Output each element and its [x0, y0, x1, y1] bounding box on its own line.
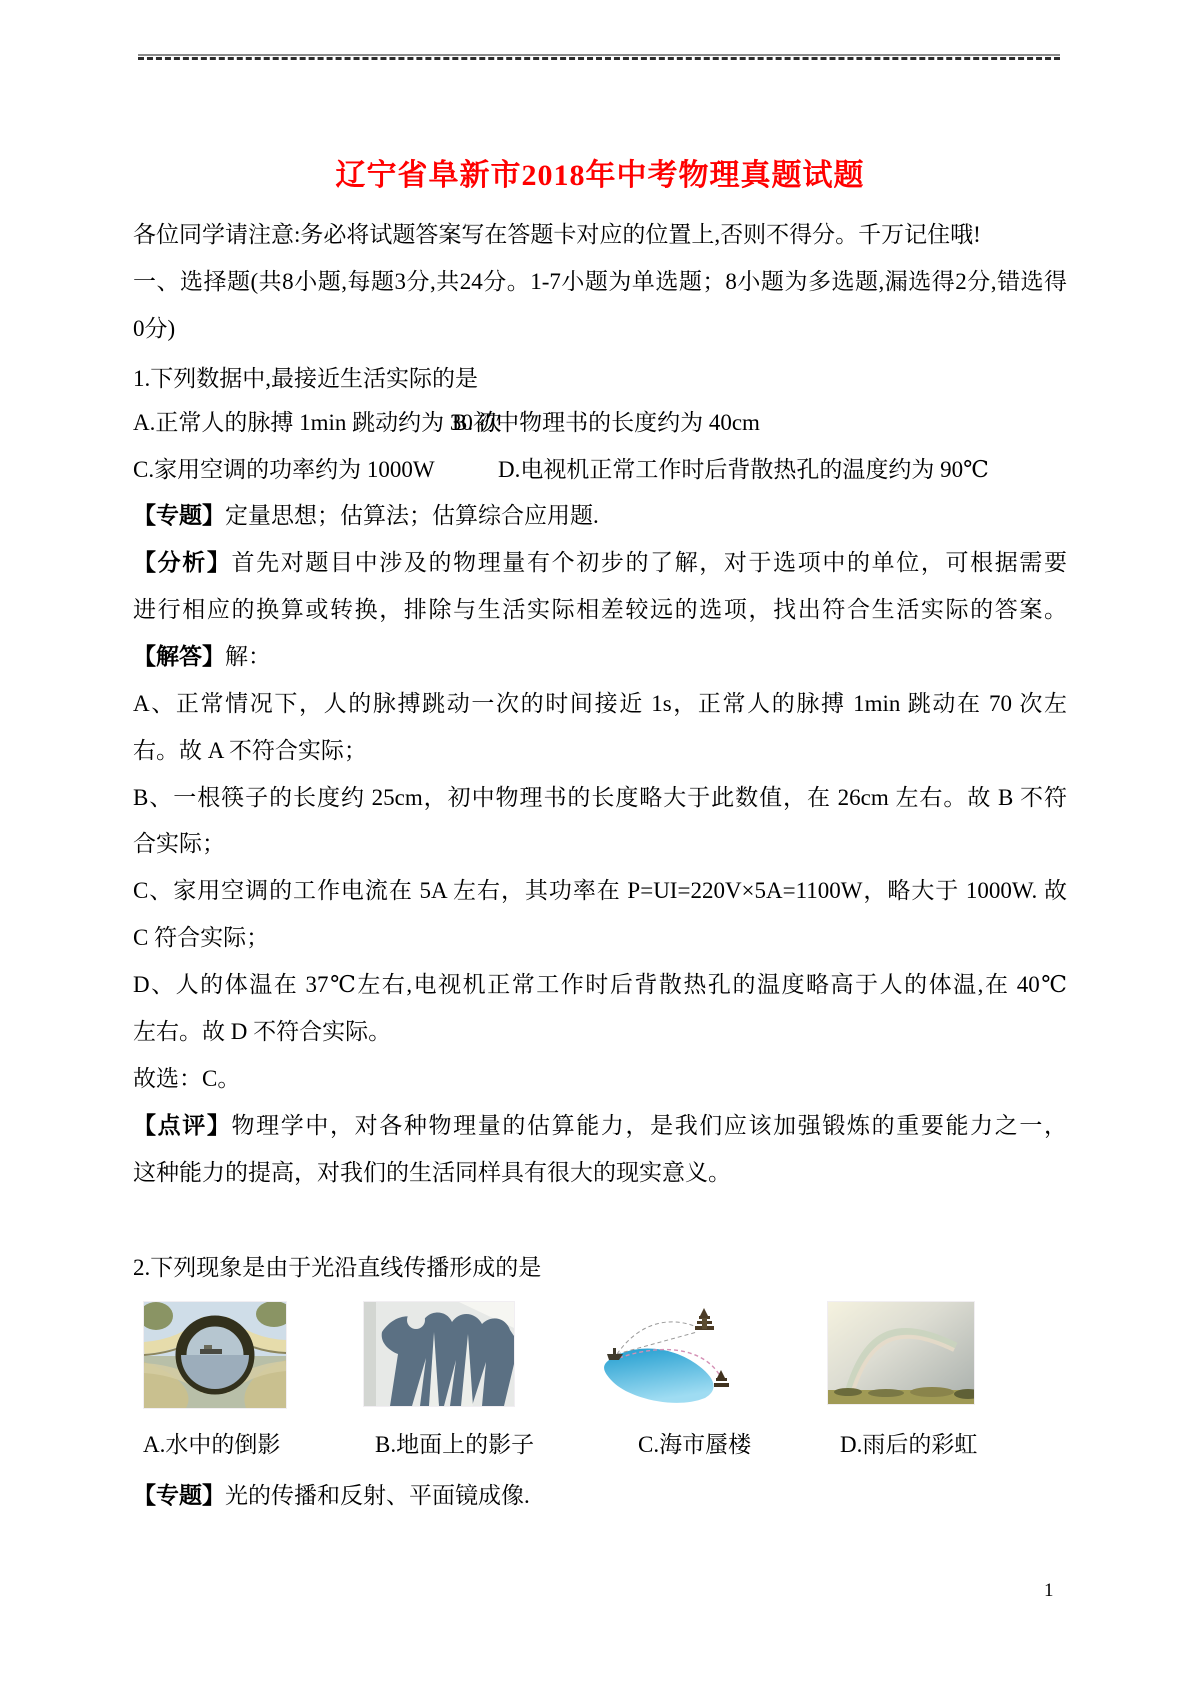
q1-answer-b-line2: 合实际； — [133, 831, 225, 856]
mirage-illustration — [601, 1302, 754, 1409]
q1-analysis-line2: 进行相应的换算或转换，排除与生活实际相差较远的选项，找出符合生活实际的答案。 — [133, 597, 1067, 622]
q2-topic-line — [133, 1481, 1067, 1511]
q1-answer-a-line2: 右。故 A 不符合实际； — [133, 738, 367, 763]
page-title: 辽宁省阜新市2018年中考物理真题试题 — [335, 159, 865, 192]
q1-option-c: C.家用空调的功率约为 1000W — [133, 457, 435, 482]
q1-stem: 1.下列数据中,最接近生活实际的是 — [133, 366, 478, 391]
q1-conclusion: 故选：C。 — [133, 1066, 241, 1091]
section-heading-line2: 0分) — [133, 316, 176, 341]
q2-image-rainbow — [827, 1301, 975, 1405]
q2-option-c-label: C.海市蜃楼 — [638, 1432, 752, 1457]
q2-option-d-label: D.雨后的彩虹 — [840, 1432, 978, 1457]
q1-answer-b-line1: B、一根筷子的长度约 25cm，初中物理书的长度略大于此数值，在 26cm 左右。故 B 不符 — [133, 785, 1067, 810]
q2-image-ground-shadows — [363, 1301, 515, 1407]
q1-answer-c-line2: C 符合实际； — [133, 925, 270, 950]
comment-text: 物理学中，对各种物理量的估算能力，是我们应该加强锻炼的重要能力之一， — [231, 1113, 1068, 1138]
answer-label: 【解答】 — [133, 644, 225, 669]
q1-comment-line2: 这种能力的提高，对我们的生活同样具有很大的现实意义。 — [133, 1160, 731, 1185]
section-heading-line1: 一、选择题(共8小题,每题3分,共24分。1-7小题为单选题；8小题为多选题,漏选得2分,错选得 — [133, 269, 1067, 294]
q1-option-b: B.初中物理书的长度约为 40cm — [452, 410, 760, 435]
q1-answer-intro — [133, 642, 1067, 672]
q2-image-mirage — [600, 1301, 755, 1410]
page-number: 1 — [1044, 1580, 1054, 1601]
q2-topic-text: 光的传播和反射、平面镜成像. — [225, 1483, 530, 1508]
q2-option-b-label: B.地面上的影子 — [375, 1432, 535, 1457]
q2-option-a-label: A.水中的倒影 — [143, 1432, 281, 1457]
q1-option-d: D.电视机正常工作时后背散热孔的温度约为 90℃ — [498, 457, 989, 482]
q1-topic-line — [133, 501, 1067, 531]
analysis-text: 首先对题目中涉及的物理量有个初步的了解，对于选项中的单位，可根据需要 — [231, 550, 1068, 575]
q1-answer-c-line1: C、家用空调的工作电流在 5A 左右，其功率在 P=UI=220V×5A=1100W，略大于 1000W. 故 — [133, 878, 1067, 903]
shadows-illustration — [364, 1302, 514, 1406]
topic-label: 【专题】 — [133, 503, 225, 528]
q1-analysis-line1 — [133, 548, 1067, 578]
answer-intro-text: 解： — [225, 644, 271, 669]
q1-answer-d-line1: D、人的体温在 37℃左右,电视机正常工作时后背散热孔的温度略高于人的体温,在 40℃ — [133, 972, 1067, 997]
q2-stem: 2.下列现象是由于光沿直线传播形成的是 — [133, 1255, 542, 1280]
bridge-reflection-illustration — [144, 1302, 286, 1408]
q2-topic-label: 【专题】 — [133, 1483, 225, 1508]
q2-image-bridge-reflection — [143, 1301, 287, 1409]
q1-answer-a-line1: A、正常情况下，人的脉搏跳动一次的时间接近 1s，正常人的脉搏 1min 跳动在 70 次左 — [133, 691, 1067, 716]
topic-text: 定量思想；估算法；估算综合应用题. — [225, 503, 599, 528]
analysis-label: 【分析】 — [133, 550, 232, 575]
rainbow-illustration — [828, 1302, 974, 1404]
notice-text: 各位同学请注意:务必将试题答案写在答题卡对应的位置上,否则不得分。千万记住哦! — [133, 222, 981, 247]
comment-label: 【点评】 — [133, 1113, 232, 1138]
top-double-rule — [138, 54, 1060, 60]
q1-option-a: A.正常人的脉搏 1min 跳动约为 30 次 — [133, 410, 502, 435]
q1-comment-line1 — [133, 1111, 1067, 1141]
q1-answer-d-line2: 左右。故 D 不符合实际。 — [133, 1019, 392, 1044]
